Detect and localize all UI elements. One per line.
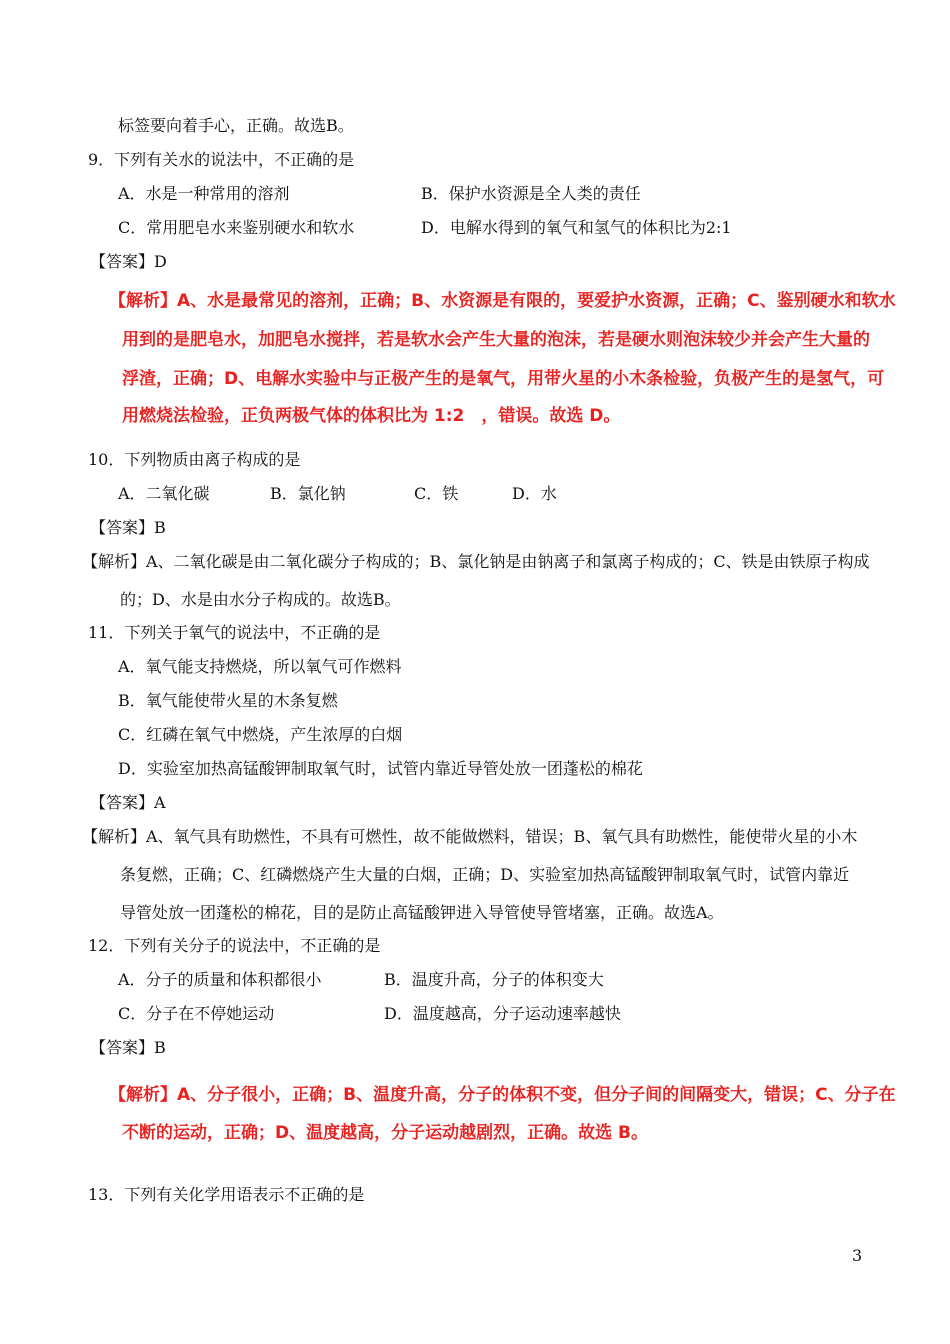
analysis-10-line-1: 【解析】A、二氧化碳是由二氧化碳分子构成的；B、氯化钠是由钠离子和氯离子构成的；C、铁是由铁原子构成: [82, 552, 870, 571]
option-9c: C．常用肥皂水来鉴别硬水和软水: [118, 218, 355, 237]
question-9: 9．下列有关水的说法中，不正确的是: [88, 150, 355, 169]
analysis-9-line-2: 用到的是肥皂水，加肥皂水搅拌，若是软水会产生大量的泡沫，若是硬水则泡沫较少并会产生大量的: [122, 330, 870, 350]
option-11a: A．氧气能支持燃烧，所以氧气可作燃料: [118, 657, 402, 676]
option-10a: A．二氧化碳: [118, 484, 210, 503]
option-11c: C．红磷在氧气中燃烧，产生浓厚的白烟: [118, 725, 403, 744]
analysis-9-line-4: 用燃烧法检验，正负两极气体的体积比为 1:2 ，错误。故选 D。: [122, 406, 621, 426]
analysis-11-line-3: 导管处放一团蓬松的棉花，目的是防止高锰酸钾进入导管使导管堵塞，正确。故选A。: [120, 903, 724, 922]
page-number: 3: [852, 1246, 863, 1265]
option-10c: C．铁: [414, 484, 459, 503]
option-10d: D．水: [512, 484, 557, 503]
analysis-12-line-2: 不断的运动，正确；D、温度越高，分子运动越剧烈，正确。故选 B。: [122, 1123, 648, 1143]
analysis-11-line-1: 【解析】A、氧气具有助燃性，不具有可燃性，故不能做燃料，错误；B、氧气具有助燃性，能使带火星的小木: [82, 827, 858, 846]
question-11: 11．下列关于氧气的说法中，不正确的是: [88, 623, 381, 642]
analysis-11-line-2: 条复燃，正确；C、红磷燃烧产生大量的白烟，正确；D、实验室加热高锰酸钾制取氧气时，试管内靠近: [120, 865, 850, 884]
analysis-9-line-3: 浮渣，正确；D、电解水实验中与正极产生的是氧气，用带火星的小木条检验，负极产生的是氢气，可: [122, 369, 885, 389]
answer-11: 【答案】A: [90, 793, 166, 812]
analysis-10-line-2: 的；D、水是由水分子构成的。故选B。: [120, 590, 401, 609]
analysis-12-line-1: 【解析】A、分子很小，正确；B、温度升高，分子的体积不变，但分子间的间隔变大，错误；C、分子在: [109, 1085, 896, 1105]
option-9d: D．电解水得到的氧气和氢气的体积比为2:1: [421, 218, 732, 237]
question-13: 13．下列有关化学用语表示不正确的是: [88, 1185, 365, 1204]
option-12d: D．温度越高，分子运动速率越快: [384, 1004, 621, 1023]
answer-10: 【答案】B: [90, 518, 166, 537]
option-11d: D．实验室加热高锰酸钾制取氧气时，试管内靠近导管处放一团蓬松的棉花: [118, 759, 643, 778]
question-10: 10．下列物质由离子构成的是: [88, 450, 301, 469]
option-9a: A．水是一种常用的溶剂: [118, 184, 290, 203]
option-12b: B．温度升高，分子的体积变大: [384, 970, 604, 989]
option-9b: B．保护水资源是全人类的责任: [421, 184, 641, 203]
text-line: 标签要向着手心，正确。故选B。: [118, 116, 354, 135]
option-12a: A．分子的质量和体积都很小: [118, 970, 322, 989]
analysis-9-line-1: 【解析】A、水是最常见的溶剂，正确；B、水资源是有限的，要爱护水资源，正确；C、鉴别硬水和软水: [109, 291, 896, 311]
option-11b: B．氧气能使带火星的木条复燃: [118, 691, 338, 710]
option-12c: C．分子在不停她运动: [118, 1004, 275, 1023]
option-10b: B．氯化钠: [270, 484, 346, 503]
answer-9: 【答案】D: [90, 252, 167, 271]
answer-12: 【答案】B: [90, 1038, 166, 1057]
question-12: 12．下列有关分子的说法中，不正确的是: [88, 936, 381, 955]
